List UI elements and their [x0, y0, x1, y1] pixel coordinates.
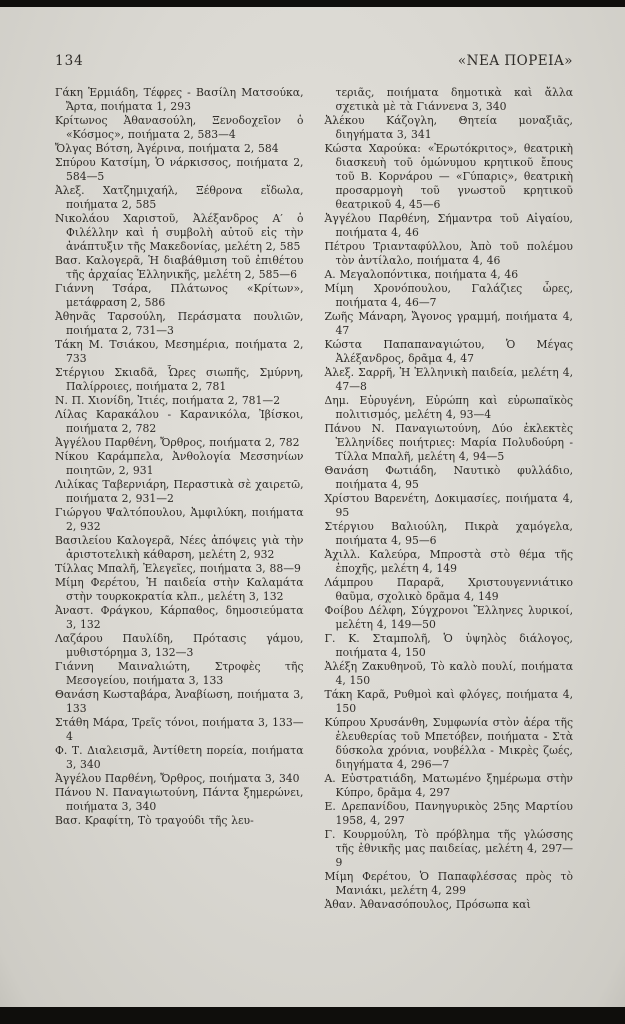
- index-entry: Νικολάου Χαριστοῦ, Ἀλέξανδρος Α′ ὁ Φιλέλλην καὶ ἡ συμβολὴ αὐτοῦ εἰς τὴν ἀνάπτυξιν τῆς Μακεδονίας, μελέτη 2, 585: [55, 212, 304, 253]
- index-entry: Ὄλγας Βότση, Ἀγέρινα, ποιήματα 2, 584: [55, 142, 279, 155]
- index-entry: Ἀγγέλου Παρθένη, Ὄρθρος, ποιήματα 3, 340: [55, 772, 300, 785]
- index-entry: Κρίτωνος Ἀθανασούλη, Ξενοδοχεῖον ὁ «Κόσμος», ποιήματα 2, 583—4: [55, 114, 304, 141]
- index-entry: Ε. Δρεπανίδου, Πανηγυρικὸς 25ης Μαρτίου 1958, 4, 297: [324, 800, 573, 827]
- right-column-entries: [325, 114, 574, 912]
- index-columns: [55, 86, 573, 912]
- index-entry: Ἀναστ. Φράγκου, Κάρπαθος, δημοσιεύματα 3, 132: [55, 604, 304, 631]
- index-entry: Ἀλέξη Ζακυθηνοῦ, Τὸ καλὸ πουλί, ποιήματα 4, 150: [324, 660, 573, 687]
- index-entry: Τάκη Καρᾶ, Ρυθμοὶ καὶ φλόγες, ποιήματα 4, 150: [324, 688, 573, 715]
- index-entry: Γιάννη Τσάρα, Πλάτωνος «Κρίτων», μετάφραση 2, 586: [55, 282, 304, 309]
- index-entry: Ἀλέκου Κάζογλη, Θητεία μοναξιᾶς, διηγήματα 3, 341: [324, 114, 573, 141]
- index-entry: Τίλλας Μπαλῆ, Ἐλεγεῖες, ποιήματα 3, 88—9: [55, 562, 301, 575]
- index-entry: Μίμη Χρονόπουλου, Γαλάζιες ὧρες, ποιήματα 4, 46—7: [324, 282, 573, 309]
- index-entry: Πέτρου Τριανταφύλλου, Ἀπὸ τοῦ πολέμου τὸν ἀντίλαλο, ποιήματα 4, 46: [324, 240, 573, 267]
- index-entry: Ἀλεξ. Σαρρῆ, Ἡ Ἑλληνικὴ παιδεία, μελέτη 4, 47—8: [324, 366, 573, 393]
- index-entry-continuation: τεριᾶς, ποιήματα δημοτικὰ καὶ ἄλλα σχετικὰ μὲ τὰ Γιάννενα 3, 340: [335, 86, 573, 113]
- index-entry: Ἀθαν. Ἀθανασόπουλος, Πρόσωπα καὶ: [324, 898, 531, 911]
- index-entry: Λιλίκας Ταβερνιάρη, Περαστικὰ σὲ χαιρετῶ, ποιήματα 2, 931—2: [55, 478, 304, 505]
- index-entry: Ἀγγέλου Παρθένη, Ὄρθρος, ποιήματα 2, 782: [55, 436, 300, 449]
- index-entry: Φοίβου Δέλφη, Σύγχρονοι Ἕλληνες λυρικοί, μελέτη 4, 149—50: [324, 604, 573, 631]
- index-entry: Τάκη Μ. Τσιάκου, Μεσημέρια, ποιήματα 2, 733: [55, 338, 304, 365]
- index-entry: Γ. Κ. Σταμπολῆ, Ὁ ὑψηλὸς διάλογος, ποιήματα 4, 150: [324, 632, 573, 659]
- index-entry: Λαζάρου Παυλίδη, Πρότασις γάμου, μυθιστόρημα 3, 132—3: [55, 632, 304, 659]
- index-entry: Κύπρου Χρυσάνθη, Συμφωνία στὸν ἀέρα τῆς ἐλευθερίας τοῦ Μπετόβεν, ποιήματα - Στὰ δύσκολα χρόνια, νουβέλλα - Μικρὲς ζωές, διηγήματα 4, 296—7: [324, 716, 573, 771]
- index-entry: Γ. Κουρμούλη, Τὸ πρόβλημα τῆς γλώσσης τῆς ἐθνικῆς μας παιδείας, μελέτη 4, 297—9: [324, 828, 573, 869]
- index-entry: Χρίστου Βαρενέτη, Δοκιμασίες, ποιήματα 4, 95: [324, 492, 573, 519]
- page-header: [55, 53, 573, 69]
- index-entry: Ν. Π. Χιονίδη, Ἰτιές, ποιήματα 2, 781—2: [55, 394, 281, 407]
- index-entry: Γιάννη Μαιναλιώτη, Στροφὲς τῆς Μεσογείου, ποιήματα 3, 133: [55, 660, 304, 687]
- index-entry: Ἀχιλλ. Καλεύρα, Μπροστὰ στὸ θέμα τῆς ἐποχῆς, μελέτη 4, 149: [324, 548, 573, 575]
- index-entry: Α. Εὐστρατιάδη, Ματωμένο ξημέρωμα στὴν Κύπρο, δρᾶμα 4, 297: [324, 772, 573, 799]
- right-column: [325, 86, 574, 912]
- journal-title: «ΝΕΑ ΠΟΡΕΙΑ»: [457, 53, 573, 69]
- index-entry: Στάθη Μάρα, Τρεῖς τόνοι, ποιήματα 3, 133—4: [55, 716, 304, 743]
- index-entry: Μίμη Φερέτου, Ὁ Παπαφλέσσας πρὸς τὸ Μανιάκι, μελέτη 4, 299: [324, 870, 573, 897]
- index-entry: Βασ. Κραφίτη, Τὸ τραγούδι τῆς λευ-: [55, 814, 254, 827]
- index-entry: Θανάση Κωσταβάρα, Ἀναβίωση, ποιήματα 3, 133: [55, 688, 304, 715]
- index-entry: Πάνου Ν. Παναγιωτούνη, Πάντα ξημερώνει, ποιήματα 3, 340: [55, 786, 304, 813]
- index-entry: Ζωῆς Μάναρη, Ἄγονος γραμμή, ποιήματα 4, 47: [324, 310, 573, 337]
- index-entry: Α. Μεγαλοπόντικα, ποιήματα 4, 46: [324, 268, 519, 281]
- index-entry: Βασιλείου Καλογερᾶ, Νέες ἀπόψεις γιὰ τὴν ἀριστοτελικὴ κάθαρση, μελέτη 2, 932: [55, 534, 304, 561]
- index-entry: Γιώργου Ψαλτόπουλου, Ἀμφιλύκη, ποιήματα 2, 932: [55, 506, 304, 533]
- scanned-page: [0, 7, 625, 1007]
- index-entry: Κώστα Παπαπαναγιώτου, Ὁ Μέγας Ἀλέξανδρος, δρᾶμα 4, 47: [324, 338, 573, 365]
- index-entry: Σπύρου Κατσίμη, Ὁ νάρκισσος, ποιήματα 2, 584—5: [55, 156, 304, 183]
- index-entry: Βασ. Καλογερᾶ, Ἡ διαβάθμιση τοῦ ἐπιθέτου τῆς ἀρχαίας Ἑλληνικῆς, μελέτη 2, 585—6: [55, 254, 304, 281]
- index-entry: Φ. Τ. Διαλεισμᾶ, Ἀντίθετη πορεία, ποιήματα 3, 340: [55, 744, 304, 771]
- index-entry: Ἀλεξ. Χατζημιχαήλ, Ξέθρονα εἴδωλα, ποιήματα 2, 585: [55, 184, 304, 211]
- index-entry: Κώστα Χαρούκα: «Ἐρωτόκριτος», θεατρικὴ διασκευὴ τοῦ ὁμώνυμου κρητικοῦ ἔπους τοῦ Β. Κορνάρου — «Γύπαρις», θεατρικὴ προσαρμογὴ τοῦ γνωστοῦ κρητικοῦ θεατρικοῦ 4, 45—6: [324, 142, 573, 211]
- index-entry: Θανάση Φωτιάδη, Ναυτικὸ φυλλάδιο, ποιήματα 4, 95: [324, 464, 573, 491]
- index-entry: Γάκη Ἑρμιάδη, Τέφρες - Βασίλη Ματσούκα, Ἄρτα, ποιήματα 1, 293: [55, 86, 304, 113]
- index-entry: Ἀθηνᾶς Ταρσούλη, Περάσματα πουλιῶν, ποιήματα 2, 731—3: [55, 310, 304, 337]
- index-entry: Λίλας Καρακάλου - Καρανικόλα, Ἰβίσκοι, ποιήματα 2, 782: [55, 408, 304, 435]
- index-entry: Νίκου Καράμπελα, Ἀνθολογία Μεσσηνίων ποιητῶν, 2, 931: [55, 450, 304, 477]
- index-entry: Στέργιου Βαλιούλη, Πικρὰ χαμόγελα, ποιήματα 4, 95—6: [324, 520, 573, 547]
- index-entry: Μίμη Φερέτου, Ἡ παιδεία στὴν Καλαμάτα στὴν τουρκοκρατία κλπ., μελέτη 3, 132: [55, 576, 304, 603]
- index-entry: Λάμπρου Παραρᾶ, Χριστουγεννιάτικο θαῦμα, σχολικὸ δρᾶμα 4, 149: [324, 576, 573, 603]
- index-entry: Ἀγγέλου Παρθένη, Σήμαντρα τοῦ Αἰγαίου, ποιήματα 4, 46: [324, 212, 573, 239]
- page-number: 134: [55, 53, 84, 69]
- index-entry: Στέργιου Σκιαδᾶ, Ὧρες σιωπῆς, Σμύρνη, Παλίρροιες, ποιήματα 2, 781: [55, 366, 304, 393]
- index-entry: Δημ. Εὐρυγένη, Εὐρώπη καὶ εὐρωπαϊκὸς πολιτισμός, μελέτη 4, 93—4: [324, 394, 573, 421]
- left-column: [55, 86, 304, 912]
- index-entry: Πάνου Ν. Παναγιωτούνη, Δύο ἐκλεκτὲς Ἑλληνίδες ποιήτριες: Μαρία Πολυδούρη - Τίλλα Μπαλῆ, μελέτη 4, 94—5: [324, 422, 573, 463]
